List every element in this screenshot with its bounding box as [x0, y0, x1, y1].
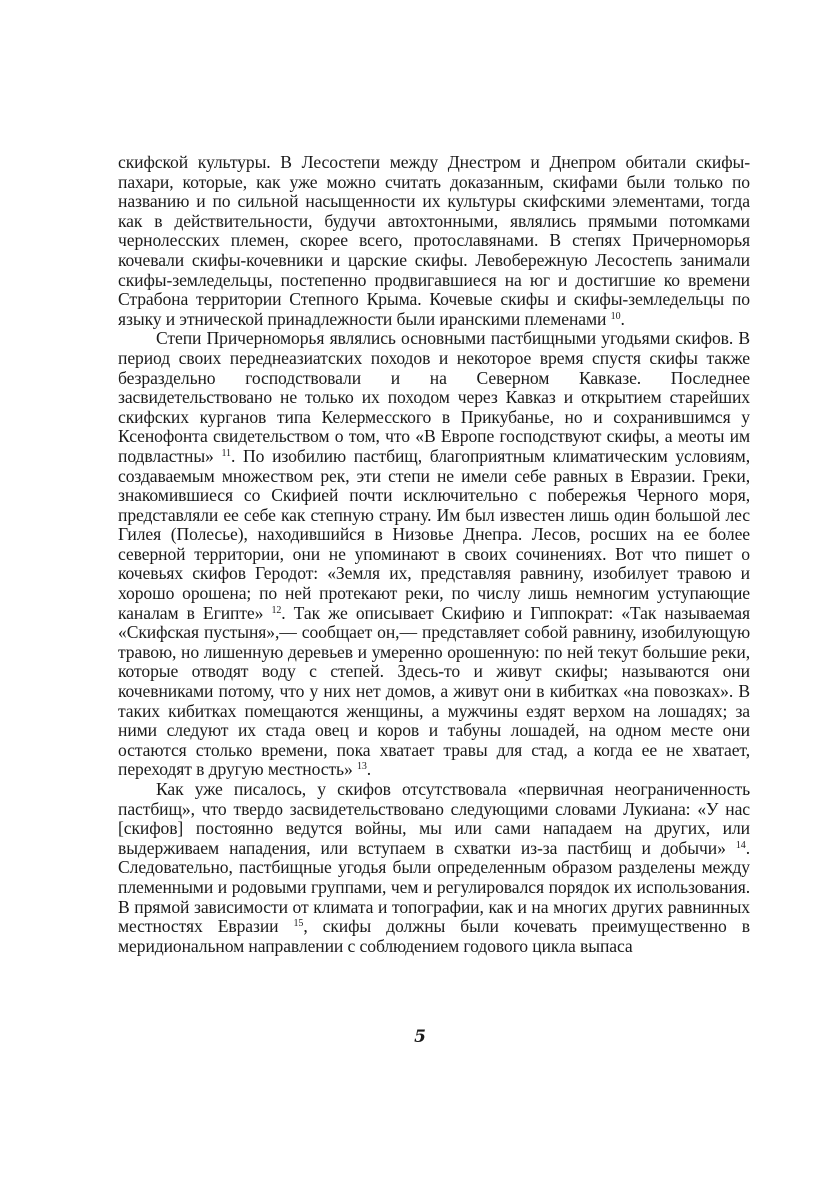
page-number: 5	[414, 1027, 426, 1047]
text-segment: Как уже писалось, у скифов отсутствовала «первичная неограниченность пастбищ», что твердо засвидетельствовано следующими словами Лукиана: «У нас [скифов] постоянно ведутся войны, мы или сами нападаем на других, или выдерживаем нападения, или вступаем в схватки из-за пастбищ и добычи»	[118, 779, 750, 858]
footnote-ref-10: 10	[610, 310, 621, 322]
text-segment: . Так же описывает Скифию и Гиппократ: «Так называемая «Скифская пустыня»,— сообщает он,— представляет собой равнину, изобилующую травою, но лишенную деревьев и умеренно орошенную: по ней текут большие реки, которые отводят воду с степей. Здесь-то и живут скифы; называются они кочевниками потому, что у них нет домов, а живут они в кибитках «на повозках». В таких кибитках помещаются женщины, а мужчины ездят верхом на лошадях; за ними следуют их стада овец и коров и табуны лошадей, на одном месте они остаются столько времени, пока хватает травы для стад, а когда ее не хватает, переходят в другую местность»	[118, 602, 751, 780]
text-segment: , скифы должны были кочевать преимущественно в меридиональном направлении с соблюдением годового цикла выпаса	[118, 916, 750, 956]
footnote-ref-15: 15	[293, 918, 304, 930]
text-segment: .	[366, 759, 372, 780]
footnote-ref-11: 11	[221, 447, 231, 459]
text-segment: скифской культуры. В Лесостепи между Днестром и Днепром обитали скифы-пахари, которые, как уже можно считать доказанным, скифами были только по названию и по сильной насыщенности их культуры скифскими элементами, тогда как в действительности, будучи автохтонными, являлись прямыми потомками чернолесских племен, скорее всего, протославянами. В степях Причерноморья кочевали скифы-кочевники и царские скифы. Левобережную Лесостепь занимали скифы-земледельцы, постепенно продвигавшиеся на юг и достигшие ко времени Страбона территории Степного Крыма. Кочевые скифы и скифы-земледельцы по языку и этнической принадлежности были иранскими племенами	[118, 152, 750, 329]
text-segment: . Следовательно, пастбищные угодья были определенным образом разделены между племенными и родовыми группами, чем и регулировался порядок их использования. В прямой зависимости от климата и топографии, как и на многих других равнинных местностях Евразии	[118, 837, 750, 937]
footnote-ref-12: 12	[271, 604, 282, 616]
paragraph-2	[118, 329, 750, 780]
text-segment: .	[620, 308, 625, 329]
paragraph-1	[118, 153, 750, 329]
paragraph-3	[118, 780, 750, 956]
page-body	[118, 153, 750, 956]
footnote-ref-13: 13	[356, 761, 367, 773]
footnote-ref-14: 14	[735, 839, 746, 851]
text-segment: Степи Причерноморья являлись основными пастбищными угодьями скифов. В период своих переднеазиатских походов и некоторое время спустя скифы также безраздельно господствовали и на Северном Кавказе. Последнее засвидетельствовано не только их походом через Кавказ и открытием старейших скифских курганов типа Келермесского в Прикубанье, но и сохранившимся у Ксенофонта свидетельством о том, что «В Европе господствуют скифы, а меоты им подвластны»	[118, 328, 750, 466]
text-segment: . По изобилию пастбищ, благоприятным климатическим условиям, создаваемым множеством рек, эти степи не имели себе равных в Евразии. Греки, знакомившиеся со Скифией почти исключительно с побережья Черного моря, представляли ее себе как степную страну. Им был известен лишь один большой лес Гилея (Полесье), находившийся в Низовье Днепра. Лесов, росших на ее более северной территории, они не упоминают в своих сочинениях. Вот что пишет о кочевьях скифов Геродот: «Земля их, представляя равнину, изобилует травою и хорошо орошена; по ней протекают реки, по числу лишь немногим уступающие каналам в Египте»	[118, 445, 750, 623]
